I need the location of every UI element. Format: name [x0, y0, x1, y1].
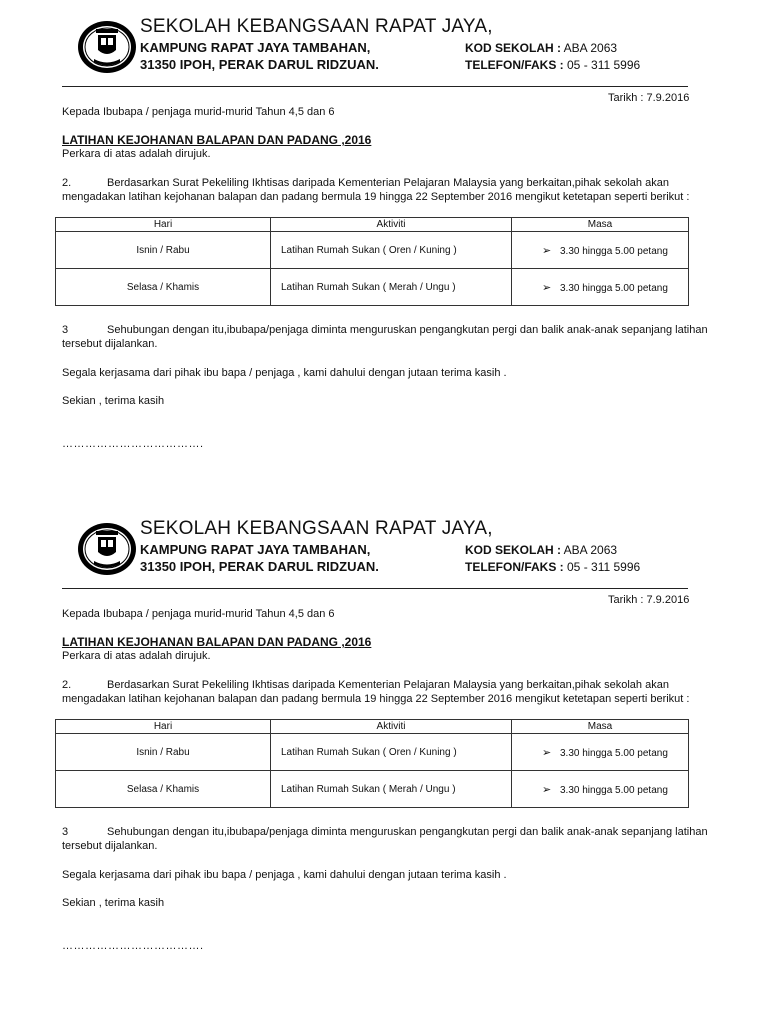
masa-text: 3.30 hingga 5.00 petang: [560, 784, 668, 796]
header-hari: Hari: [56, 218, 271, 232]
para2-line2: mengadakan latihan kejohanan balapan dan padang bermula 19 hingga 22 September 2016 mengikut ketetapan seperti berikut :: [62, 191, 690, 203]
phone-fax-label: TELEFON/FAKS :: [465, 58, 564, 72]
school-code-value: ABA 2063: [561, 41, 618, 55]
para2-line1: Berdasarkan Surat Pekeliling Ikhtisas daripada Kementerian Pelajaran Malaysia yang berkaitan,pihak sekolah akan: [107, 177, 669, 189]
phone-fax-value: 05 - 311 5996: [563, 58, 641, 72]
cell-aktiviti: Latihan Rumah Sukan ( Merah / Ungu ): [271, 269, 512, 306]
cell-aktiviti: Latihan Rumah Sukan ( Oren / Kuning ): [271, 734, 512, 771]
header-masa: Masa: [512, 720, 689, 734]
header-aktiviti: Aktiviti: [271, 720, 512, 734]
school-name: SEKOLAH KEBANGSAAN RAPAT JAYA,: [140, 518, 493, 539]
para3-line2: tersebut dijalankan.: [62, 338, 158, 350]
cell-masa: [512, 232, 689, 269]
header-divider: [62, 588, 688, 589]
recipient-line: Kepada Ibubapa / penjaga murid-murid Tahun 4,5 dan 6: [62, 608, 335, 620]
phone-fax: [465, 58, 640, 72]
thanks-line: Segala kerjasama dari pihak ibu bapa / penjaga , kami dahului dengan jutaan terima kasih .: [62, 367, 507, 379]
phone-fax-value: 05 - 311 5996: [563, 560, 641, 574]
cell-hari: Isnin / Rabu: [56, 232, 271, 269]
address-line-2: 31350 IPOH, PERAK DARUL RIDZUAN.: [140, 559, 379, 574]
cell-aktiviti: Latihan Rumah Sukan ( Oren / Kuning ): [271, 232, 512, 269]
header-aktiviti: Aktiviti: [271, 218, 512, 232]
arrow-bullet-icon: ➢: [542, 244, 552, 257]
schedule-table: [55, 217, 689, 306]
school-code-label: KOD SEKOLAH :: [465, 41, 561, 55]
cell-aktiviti: Latihan Rumah Sukan ( Merah / Ungu ): [271, 771, 512, 808]
school-code-label: KOD SEKOLAH :: [465, 543, 561, 557]
address-line-1: KAMPUNG RAPAT JAYA TAMBAHAN,: [140, 542, 371, 557]
cell-hari: Selasa / Khamis: [56, 771, 271, 808]
closing-line: Sekian , terima kasih: [62, 395, 165, 407]
school-crest-logo: [77, 522, 137, 576]
para3-number: 3: [62, 324, 69, 336]
letter-date: Tarikh : 7.9.2016: [608, 594, 690, 606]
masa-text: 3.30 hingga 5.00 petang: [560, 282, 668, 294]
school-crest-logo: [77, 20, 137, 74]
address-line-1: KAMPUNG RAPAT JAYA TAMBAHAN,: [140, 40, 371, 55]
para2-line1: Berdasarkan Surat Pekeliling Ikhtisas daripada Kementerian Pelajaran Malaysia yang berkaitan,pihak sekolah akan: [107, 679, 669, 691]
arrow-bullet-icon: ➢: [542, 281, 552, 294]
phone-fax-label: TELEFON/FAKS :: [465, 560, 564, 574]
closing-line: Sekian , terima kasih: [62, 897, 165, 909]
phone-fax: [465, 560, 640, 574]
reference-line: Perkara di atas adalah dirujuk.: [62, 148, 211, 160]
cell-hari: Isnin / Rabu: [56, 734, 271, 771]
cell-masa: [512, 734, 689, 771]
para2-number: 2.: [62, 177, 72, 189]
school-code: [465, 41, 617, 55]
school-name: SEKOLAH KEBANGSAAN RAPAT JAYA,: [140, 16, 493, 37]
reference-line: Perkara di atas adalah dirujuk.: [62, 650, 211, 662]
letter-date: Tarikh : 7.9.2016: [608, 92, 690, 104]
letter-subject: LATIHAN KEJOHANAN BALAPAN DAN PADANG ,2016: [62, 133, 372, 147]
signature-line: ……………………………….: [62, 438, 204, 450]
thanks-line: Segala kerjasama dari pihak ibu bapa / penjaga , kami dahului dengan jutaan terima kasih .: [62, 869, 507, 881]
recipient-line: Kepada Ibubapa / penjaga murid-murid Tahun 4,5 dan 6: [62, 106, 335, 118]
para2-number: 2.: [62, 679, 72, 691]
table-row: [56, 232, 689, 269]
para3-number: 3: [62, 826, 69, 838]
signature-line: ……………………………….: [62, 940, 204, 952]
table-row: [56, 269, 689, 306]
para3-line1: Sehubungan dengan itu,ibubapa/penjaga diminta menguruskan pengangkutan pergi dan balik anak-anak sepanjang latihan: [107, 826, 708, 838]
letter-top: [0, 0, 768, 500]
cell-hari: Selasa / Khamis: [56, 269, 271, 306]
schedule-table: [55, 719, 689, 808]
cell-masa: [512, 269, 689, 306]
masa-text: 3.30 hingga 5.00 petang: [560, 747, 668, 759]
school-code: [465, 543, 617, 557]
table-row: [56, 734, 689, 771]
para3-line1: Sehubungan dengan itu,ibubapa/penjaga diminta menguruskan pengangkutan pergi dan balik anak-anak sepanjang latihan: [107, 324, 708, 336]
masa-text: 3.30 hingga 5.00 petang: [560, 245, 668, 257]
address-line-2: 31350 IPOH, PERAK DARUL RIDZUAN.: [140, 57, 379, 72]
table-header-row: [56, 218, 689, 232]
letter-subject: LATIHAN KEJOHANAN BALAPAN DAN PADANG ,2016: [62, 635, 372, 649]
cell-masa: [512, 771, 689, 808]
school-code-value: ABA 2063: [561, 543, 618, 557]
table-row: [56, 771, 689, 808]
para2-line2: mengadakan latihan kejohanan balapan dan padang bermula 19 hingga 22 September 2016 mengikut ketetapan seperti berikut :: [62, 693, 690, 705]
table-header-row: [56, 720, 689, 734]
header-hari: Hari: [56, 720, 271, 734]
header-masa: Masa: [512, 218, 689, 232]
letter-bottom: [0, 502, 768, 1002]
header-divider: [62, 86, 688, 87]
arrow-bullet-icon: ➢: [542, 746, 552, 759]
para3-line2: tersebut dijalankan.: [62, 840, 158, 852]
arrow-bullet-icon: ➢: [542, 783, 552, 796]
